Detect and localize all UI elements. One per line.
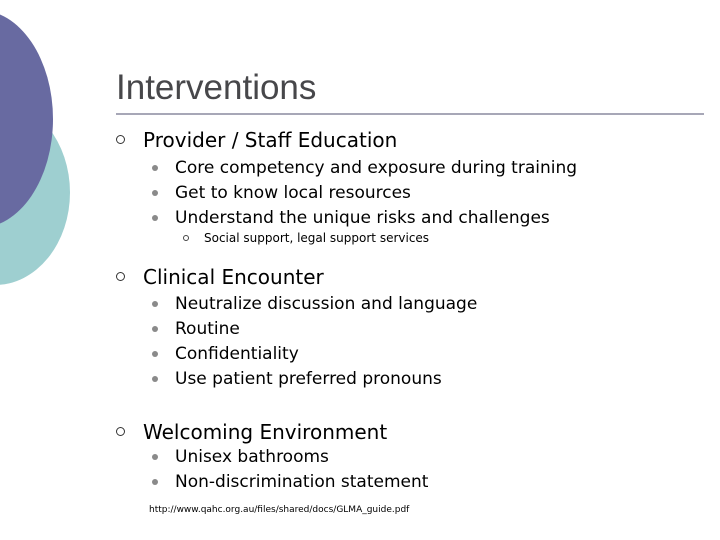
filled-dot-bullet-icon: [152, 190, 158, 196]
filled-dot-bullet-icon: [152, 165, 158, 171]
filled-dot-bullet-icon: [152, 326, 158, 332]
section-heading-text: Clinical Encounter: [143, 265, 324, 289]
filled-dot-bullet-icon: [152, 376, 158, 382]
filled-dot-bullet-icon: [152, 351, 158, 357]
section-heading-text: Provider / Staff Education: [143, 128, 398, 152]
hollow-circle-bullet-icon: [116, 272, 125, 281]
hollow-circle-bullet-icon: [116, 135, 125, 144]
filled-dot-bullet-icon: [152, 215, 158, 221]
list-item-text: Routine: [175, 319, 240, 339]
filled-dot-bullet-icon: [152, 454, 158, 460]
list-item-text: Understand the unique risks and challenges: [175, 208, 550, 228]
title-divider: [116, 113, 704, 115]
list-item-text: Get to know local resources: [175, 183, 411, 203]
list-item-text: Confidentiality: [175, 344, 299, 364]
sub-list-item-text: Social support, legal support services: [204, 231, 430, 245]
source-url: http://www.qahc.org.au/files/shared/docs/GLMA_guide.pdf: [149, 505, 410, 515]
section-heading-text: Welcoming Environment: [143, 420, 388, 444]
list-item-text: Neutralize discussion and language: [175, 294, 478, 314]
filled-dot-bullet-icon: [152, 479, 158, 485]
decorative-circles: [0, 0, 120, 300]
list-item-text: Use patient preferred pronouns: [175, 369, 442, 389]
small-hollow-circle-bullet-icon: [183, 235, 189, 241]
list-item-text: Non-discrimination statement: [175, 472, 429, 492]
list-item-text: Core competency and exposure during training: [175, 158, 578, 178]
list-item-text: Unisex bathrooms: [175, 447, 329, 467]
filled-dot-bullet-icon: [152, 301, 158, 307]
slide-title: Interventions: [116, 68, 317, 107]
hollow-circle-bullet-icon: [116, 427, 125, 436]
